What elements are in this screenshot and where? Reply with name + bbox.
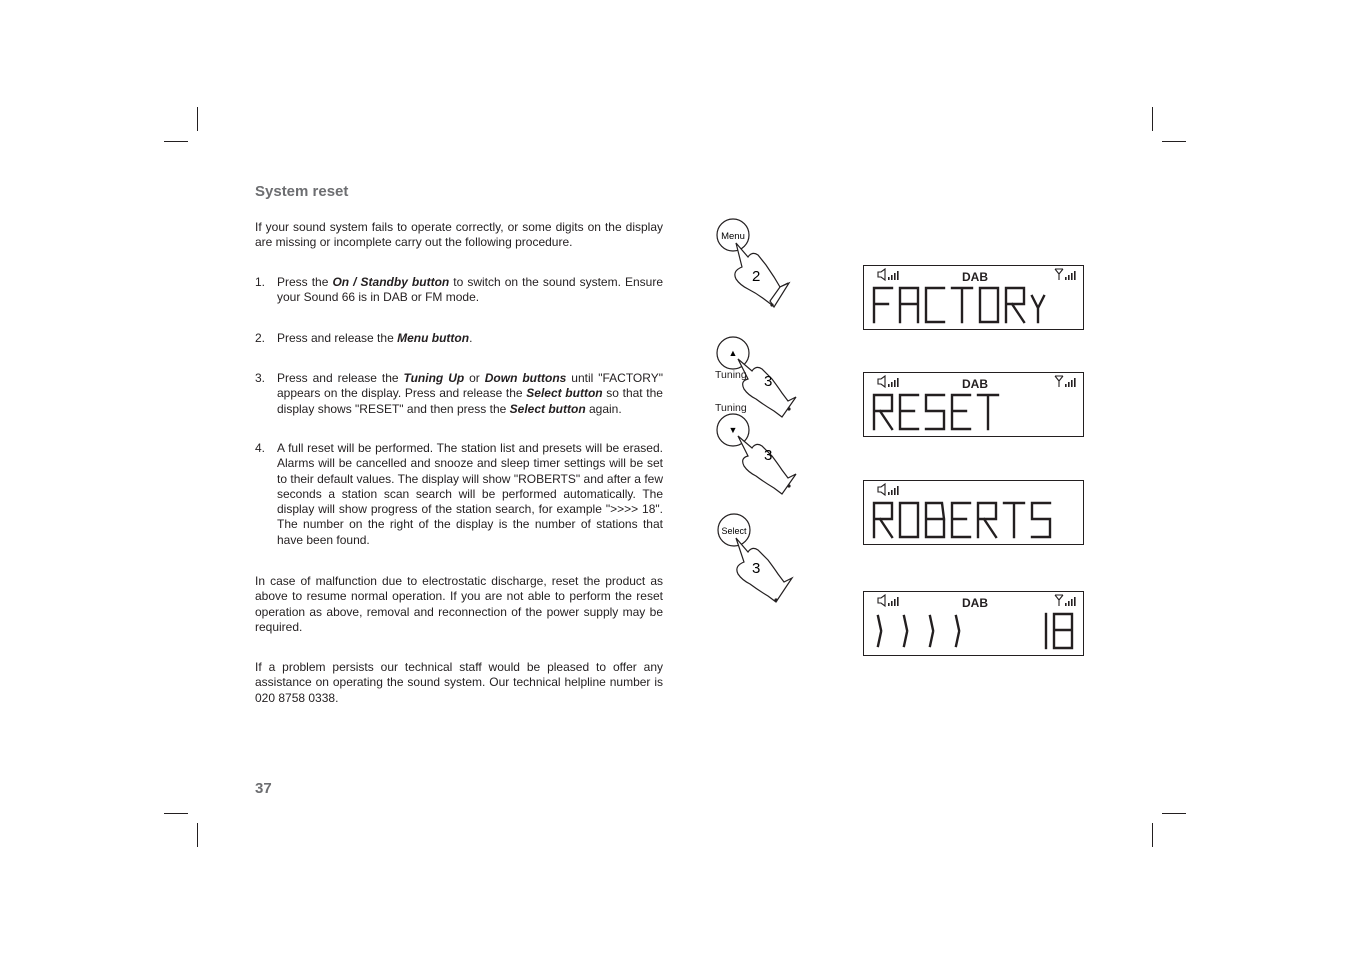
step-1: [255, 275, 663, 306]
step-text: A full reset will be performed. The station list and presets will be erased. Alarms will be cancelled and snooze and sleep timer settings will be set to their default values. The display will show "ROBERTS" and after a few seconds a station scan search will be performed automatically. The display will show progress of the station search, for example ">>>> 18". The number on the right of the display is the number of stations that have been found.: [277, 441, 663, 547]
lcd-display: [863, 591, 1084, 656]
step-3: [255, 371, 663, 417]
menu-button-illustration: [712, 215, 802, 315]
step-number: 4.: [255, 441, 266, 455]
malfunction-paragraph: In case of malfunction due to electrostatic discharge, reset the product as above to resume normal operation. If you are not able to perform the reset operation as above, removal and reconnection of the power supply may be required.: [255, 574, 663, 634]
tuning-down-button-illustration: [712, 412, 812, 497]
step-marker: 3: [764, 447, 773, 464]
speaker-volume-icon: [876, 483, 904, 497]
crop-mark: [164, 141, 188, 142]
step-number: 2.: [255, 331, 266, 345]
crop-mark: [1152, 107, 1153, 131]
speaker-volume-icon: [876, 268, 904, 282]
up-arrow-icon: ▲: [728, 348, 738, 358]
signal-strength-icon: [1054, 268, 1080, 282]
hand-icon: [736, 538, 792, 602]
crop-mark: [1152, 823, 1153, 847]
crop-mark: [197, 107, 198, 131]
lcd-segment-text: [872, 501, 1077, 541]
crop-mark: [197, 823, 198, 847]
lcd-display: [863, 372, 1084, 437]
signal-strength-icon: [1054, 375, 1080, 389]
step-text: Press the On / Standby button to switch on the sound system. Ensure your Sound 66 is in DAB or FM mode.: [277, 275, 663, 305]
hand-icon: [738, 436, 796, 494]
step-2: [255, 331, 663, 346]
step-text: Press and release the Menu button.: [277, 331, 473, 345]
section-title: System reset: [255, 183, 349, 200]
signal-strength-icon: [1054, 594, 1080, 608]
dab-mode-indicator: DAB: [962, 270, 988, 284]
select-button-illustration: [712, 512, 807, 612]
crop-mark: [164, 813, 188, 814]
tuning-down-label: Tuning: [715, 402, 747, 414]
lcd-segment-text: [872, 393, 1077, 433]
crop-mark: [1162, 141, 1186, 142]
step-4: [255, 441, 663, 548]
select-button-label: Select: [721, 526, 747, 536]
lcd-display: [863, 480, 1084, 545]
step-number: 1.: [255, 275, 266, 289]
speaker-volume-icon: [876, 594, 904, 608]
dab-mode-indicator: DAB: [962, 596, 988, 610]
helpline-paragraph: If a problem persists our technical staff would be pleased to offer any assistance on operating the sound system. Our technical helpline number is 020 8758 0338.: [255, 660, 663, 705]
step-marker: 3: [764, 373, 773, 390]
lcd-display: [863, 265, 1084, 330]
step-marker: 2: [752, 268, 761, 285]
speaker-volume-icon: [876, 375, 904, 389]
down-arrow-icon: ▼: [728, 425, 738, 435]
tuning-up-label: Tuning: [715, 369, 747, 381]
page-number: 37: [255, 780, 272, 797]
intro-paragraph: If your sound system fails to operate correctly, or some digits on the display are missing or incomplete carry out the following procedure.: [255, 220, 663, 250]
lcd-segment-text: [872, 286, 1077, 326]
step-marker: 3: [752, 560, 761, 577]
crop-mark: [1162, 813, 1186, 814]
menu-button-label: Menu: [721, 231, 745, 242]
step-number: 3.: [255, 371, 266, 385]
step-text: Press and release the Tuning Up or Down buttons until "FACTORY" appears on the display. Press and release the Select button so that the display shows "RESET" and then press the Select button again.: [277, 371, 663, 416]
lcd-segment-text: [872, 612, 1077, 652]
dab-mode-indicator: DAB: [962, 377, 988, 391]
